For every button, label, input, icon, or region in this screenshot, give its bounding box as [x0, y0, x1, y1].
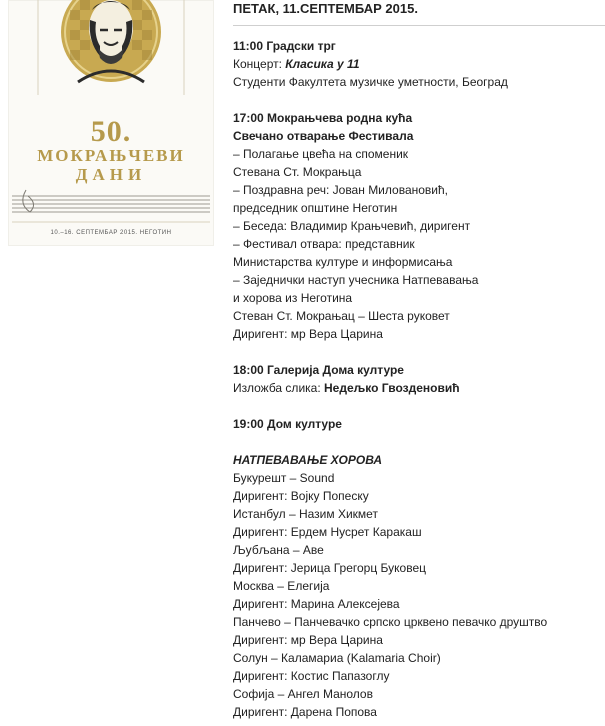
event-line: Студенти Факултета музичке уметности, Београд	[233, 75, 508, 89]
choir-line: Солун – Каламариа (Kalamaria Choir)	[233, 651, 441, 665]
event-line: – Поздравна реч: Јован Миловановић,	[233, 183, 448, 197]
event-1100	[233, 37, 605, 91]
choir-line: Диригент: Војку Попеску	[233, 489, 369, 503]
choir-line: Диригент: Јерица Грегорц Буковец	[233, 561, 427, 575]
event-time-place: 11:00 Градски трг	[233, 39, 336, 53]
event-line: Диригент: мр Вера Царина	[233, 327, 383, 341]
choir-line: Диригент: Дарена Попова	[233, 705, 377, 719]
event-time-place: 19:00 Дом културе	[233, 417, 342, 431]
event-line: председник општине Неготин	[233, 201, 398, 215]
choir-line: Софија – Ангел Манолов	[233, 687, 373, 701]
choir-line: Диригент: Ердем Нусрет Каракаш	[233, 525, 422, 539]
event-line: – Беседа: Владимир Крањчевић, диригент	[233, 219, 471, 233]
choir-line: Истанбул – Назим Хикмет	[233, 507, 378, 521]
event-time-place: 18:00 Галерија Дома културе	[233, 363, 404, 377]
concert-prefix: Концерт:	[233, 57, 286, 71]
choir-line: Панчево – Панчевачко српско црквено певачко друштво	[233, 615, 548, 629]
event-1900	[233, 415, 605, 433]
poster-edition-number: 50.	[90, 115, 132, 148]
choir-line: Диригент: Марина Алексејева	[233, 597, 400, 611]
program-column	[233, 0, 605, 721]
event-line: Министарства културе и информисања	[233, 255, 453, 269]
event-1800	[233, 361, 605, 397]
poster-title	[8, 115, 214, 184]
poster-festival-days: ДАНИ	[75, 165, 147, 184]
heading-divider	[233, 25, 605, 26]
event-line: – Фестивал отвара: представник	[233, 237, 415, 251]
exhibit-artist: Недељко Гвозденовић	[324, 381, 460, 395]
choir-line: Москва – Елегија	[233, 579, 330, 593]
poster-dates: 10.–16. СЕПТЕМБАР 2015. НЕГОТИН	[50, 230, 172, 236]
event-line: и хорова из Неготина	[233, 291, 353, 305]
event-exhibit-line	[233, 379, 605, 397]
concert-title: Класика у 11	[285, 57, 360, 71]
choir-line: Диригент: Костис Папазоглу	[233, 669, 390, 683]
event-1700	[233, 109, 605, 343]
event-subtitle: Свечано отварање Фестивала	[233, 129, 414, 143]
choir-line: Диригент: мр Вера Царина	[233, 633, 383, 647]
festival-poster-image	[8, 0, 214, 246]
event-time-place: 17:00 Мокрањчева родна кућа	[233, 111, 413, 125]
date-heading: ПЕТАК, 11.СЕПТЕМБАР 2015.	[233, 1, 418, 16]
choirs-section-title: НАТПЕВАВАЊЕ ХОРОВА	[233, 453, 383, 467]
choir-competition-list	[233, 451, 605, 721]
choir-line: Букурешт – Sound	[233, 471, 335, 485]
poster-festival-name: МОКРАЊЧЕВИ	[37, 146, 185, 165]
event-line: – Заједнички наступ учесника Натпевавања	[233, 273, 479, 287]
event-line: Стевана Ст. Мокрањца	[233, 165, 362, 179]
event-line: Стеван Ст. Мокрањац – Шеста руковет	[233, 309, 450, 323]
choir-line: Љубљана – Аве	[233, 543, 324, 557]
event-concert-line	[233, 55, 605, 73]
event-line: – Полагање цвећа на споменик	[233, 147, 409, 161]
exhibit-prefix: Изложба слика:	[233, 381, 324, 395]
